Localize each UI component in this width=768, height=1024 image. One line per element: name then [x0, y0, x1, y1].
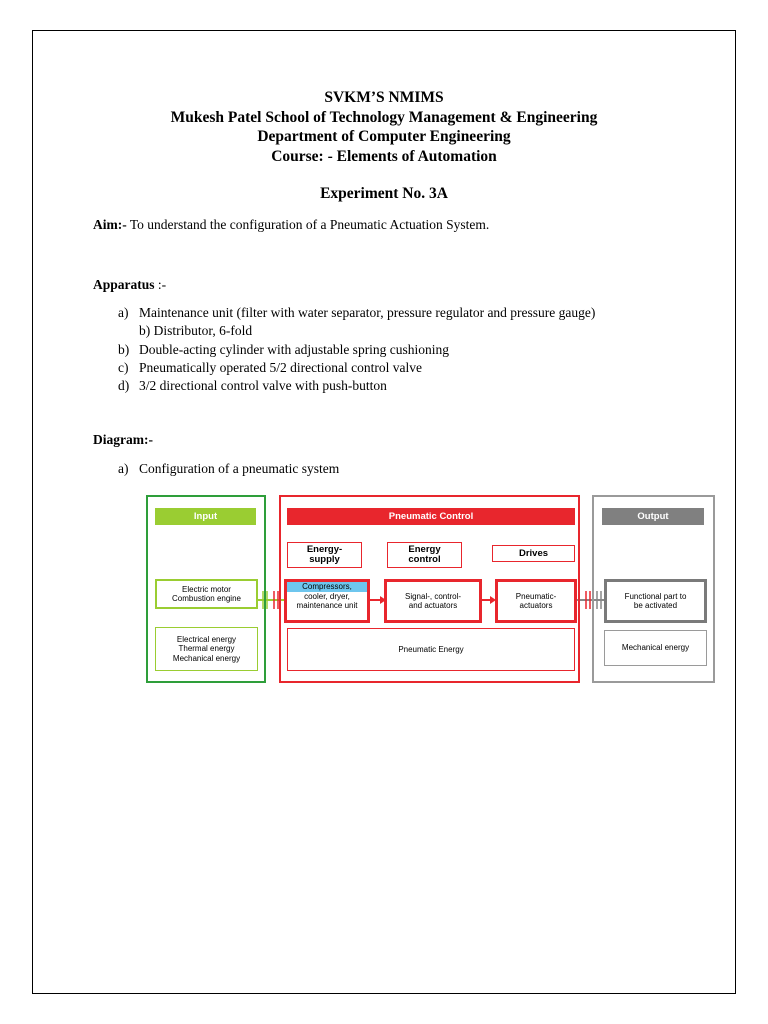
department-name: Department of Computer Engineering: [257, 128, 511, 145]
input-energy-box: Electrical energy Thermal energy Mechanical energy: [155, 627, 258, 671]
list-text: Maintenance unit (filter with water separator, pressure regulator and pressure gauge): [139, 305, 596, 320]
control-title: Pneumatic Control: [287, 508, 575, 525]
aim-text: To understand the configuration of a Pneumatic Actuation System.: [126, 217, 490, 232]
list-text: b) Distributor, 6-fold: [139, 323, 253, 338]
list-text: Double-acting cylinder with adjustable spring cushioning: [139, 342, 450, 357]
pneumatic-actuators-box: Pneumatic- actuators: [495, 579, 577, 623]
list-text: Pneumatically operated 5/2 directional control valve: [139, 360, 423, 375]
apparatus-suffix: :-: [154, 277, 167, 292]
list-marker: d): [118, 378, 130, 393]
mechanical-energy-box: Mechanical energy: [604, 630, 707, 666]
input-title: Input: [155, 508, 256, 525]
signal-control-box: Signal-, control- and actuators: [384, 579, 482, 623]
input-source-box: Electric motor Combustion engine: [155, 579, 258, 609]
institution-name: SVKM’S NMIMS: [324, 89, 444, 106]
supply-text: cooler, dryer, maintenance unit: [296, 591, 358, 610]
pneumatic-configuration-diagram: [146, 495, 716, 685]
aim-label: Aim:-: [93, 217, 127, 232]
course-name: Course: - Elements of Automation: [271, 148, 497, 165]
category-energy-supply: Energy- supply: [287, 542, 362, 568]
list-text: 3/2 directional control valve with push-button: [139, 378, 387, 393]
pneumatic-energy-box: Pneumatic Energy: [287, 628, 575, 671]
functional-part-box: Functional part to be activated: [604, 579, 707, 623]
supply-highlight: Compressors,: [287, 582, 367, 592]
diagram-heading: Diagram:-: [93, 432, 153, 447]
experiment-title: Experiment No. 3A: [320, 185, 448, 202]
aim-line: [93, 216, 489, 234]
category-energy-control: Energy control: [387, 542, 462, 568]
list-text: Configuration of a pneumatic system: [139, 461, 340, 476]
list-marker: b): [118, 342, 130, 357]
output-title: Output: [602, 508, 704, 525]
apparatus-heading: [93, 276, 166, 294]
supply-component-box: [284, 579, 370, 623]
apparatus-label: Apparatus: [93, 277, 155, 292]
school-name: Mukesh Patel School of Technology Management & Engineering: [170, 109, 598, 126]
list-marker: a): [118, 305, 129, 320]
list-marker: a): [118, 461, 129, 476]
category-drives: Drives: [492, 545, 575, 562]
list-marker: c): [118, 360, 129, 375]
